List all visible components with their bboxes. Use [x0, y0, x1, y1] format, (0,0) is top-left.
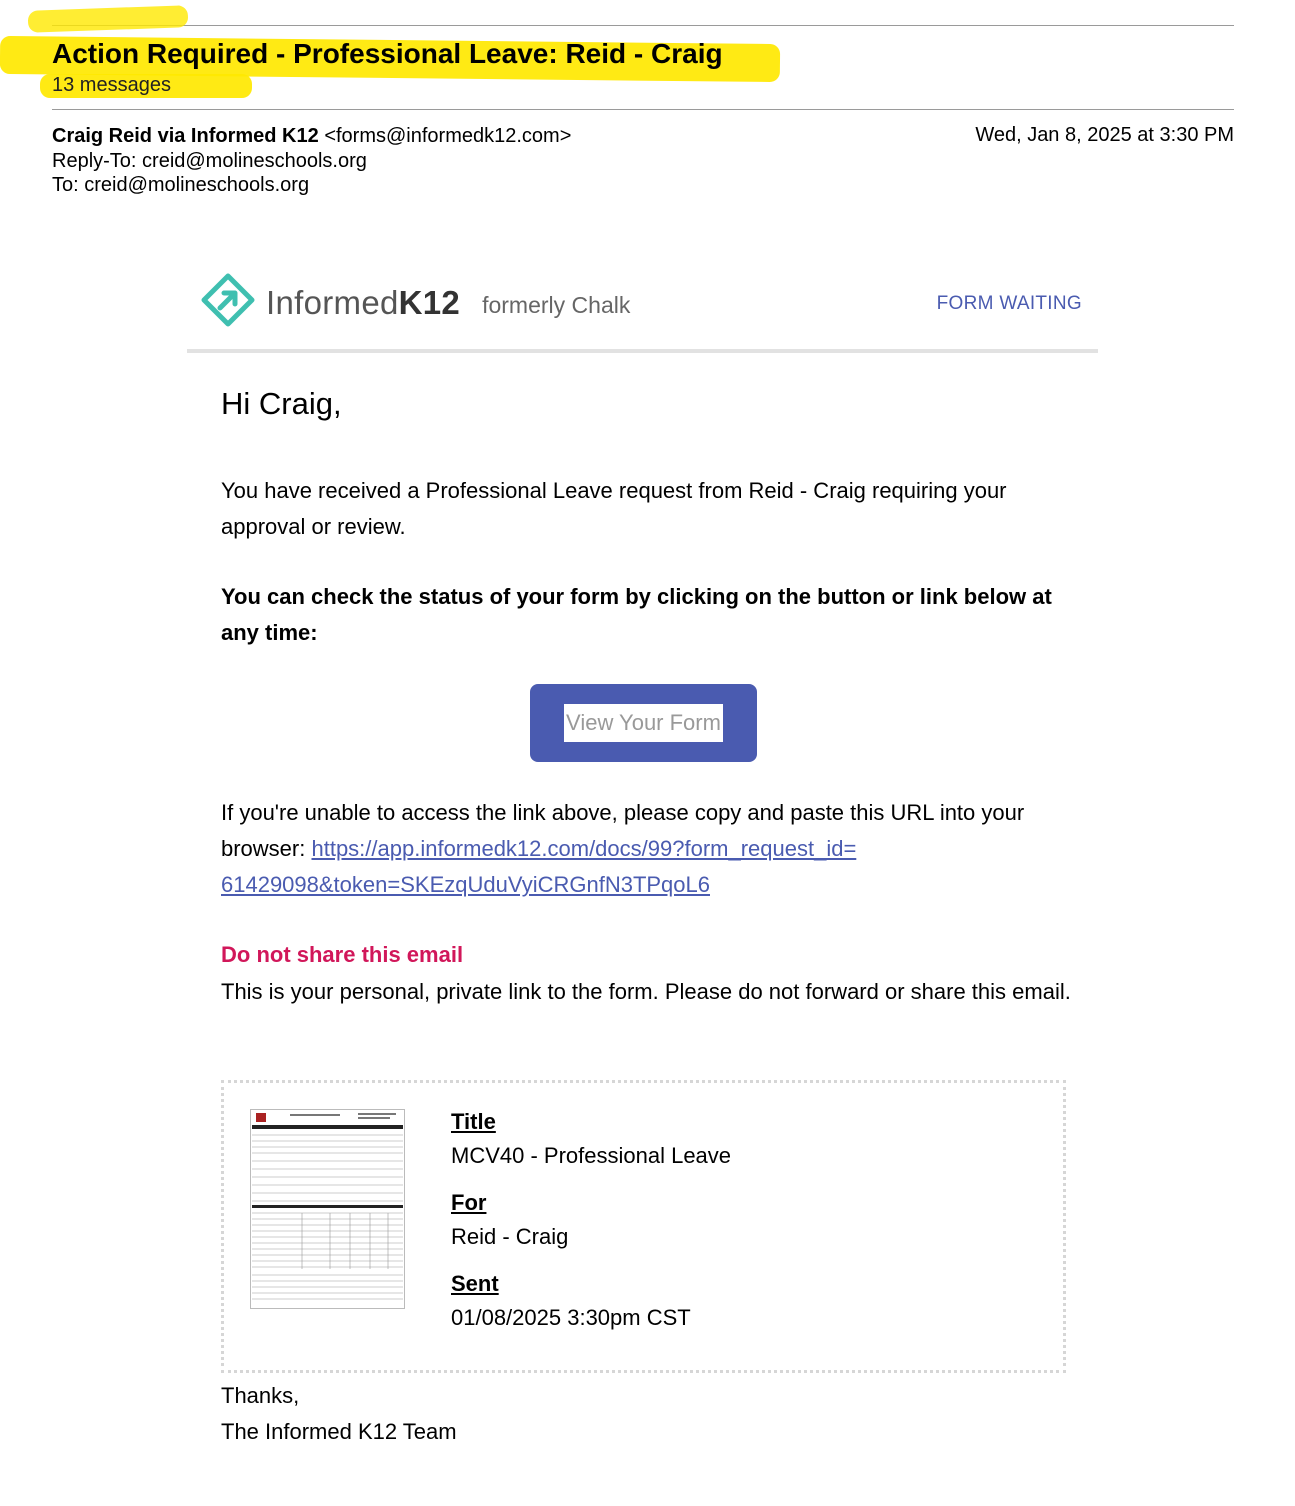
thanks-text: Thanks,: [221, 1383, 300, 1408]
message-count: 13 messages: [52, 74, 171, 96]
url-instructions: [221, 795, 1071, 903]
brand-formerly: formerly Chalk: [482, 292, 631, 318]
arrow-logo-icon: [200, 272, 256, 333]
warning-text: This is your personal, private link to the form. Please do not forward or share this email.: [221, 979, 1071, 1004]
greeting: Hi Craig,: [221, 386, 342, 421]
sent-value: 01/08/2025 3:30pm CST: [451, 1305, 691, 1330]
sent-label: Sent: [451, 1271, 499, 1296]
title-value: MCV40 - Professional Leave: [451, 1143, 732, 1168]
form-meta: [451, 1109, 731, 1352]
form-url-link[interactable]: [221, 836, 856, 897]
view-form-button[interactable]: [530, 684, 757, 762]
form-url-part1: https://app.informedk12.com/docs/99?form_request_id=: [311, 836, 857, 861]
recipient: To: creid@molineschools.org: [52, 174, 310, 196]
brand-name: [266, 284, 460, 322]
brand-name-bold: K12: [398, 283, 461, 321]
sender-block: [52, 124, 571, 198]
header-divider: [52, 109, 1234, 110]
for-label: For: [451, 1190, 487, 1215]
brand-separator: [187, 349, 1098, 353]
check-status-text: You can check the status of your form by clicking on the button or link below at any time:: [221, 584, 1052, 645]
form-status: FORM WAITING: [936, 293, 1082, 314]
sender-name: Craig Reid via Informed K12: [52, 125, 319, 147]
sender-email: <forms@informedk12.com>: [324, 125, 572, 147]
intro-text: You have received a Professional Leave request from Reid - Craig requiring your approval or review.: [221, 478, 1007, 539]
top-divider: [52, 25, 1234, 26]
signoff: [221, 1378, 457, 1450]
team-signature: The Informed K12 Team: [221, 1419, 457, 1444]
for-value: Reid - Craig: [451, 1224, 569, 1249]
highlight-mark-top: [28, 5, 189, 33]
reply-to: Reply-To: creid@molineschools.org: [52, 149, 367, 172]
view-form-button-label: View Your Form: [564, 704, 723, 742]
url-intro-text: If you're unable to access the link above, please copy and paste this URL into your browser:: [221, 800, 1025, 861]
brand-name-light: Informed: [266, 283, 399, 321]
title-label: Title: [451, 1109, 496, 1134]
email-date: Wed, Jan 8, 2025 at 3:30 PM: [975, 124, 1234, 146]
warning-title: Do not share this email: [221, 942, 464, 967]
informed-k12-logo: [200, 272, 630, 333]
form-summary-card: [221, 1080, 1066, 1373]
form-thumbnail[interactable]: [250, 1109, 405, 1309]
form-url-part2: 61429098&token=SKEzqUduVyiCRGnfN3TPqoL6: [221, 872, 710, 897]
email-subject: Action Required - Professional Leave: Reid - Craig: [52, 38, 723, 69]
